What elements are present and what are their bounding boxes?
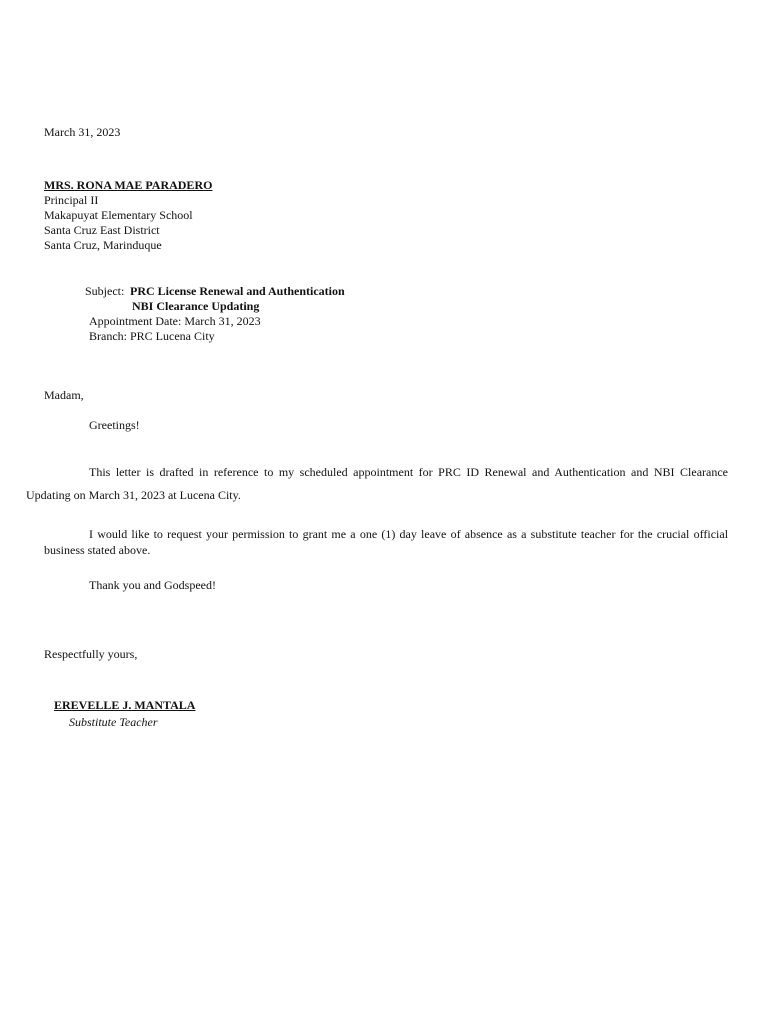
letter-date: March 31, 2023 xyxy=(44,125,121,139)
body-1-line-2: Updating on March 31, 2023 at Lucena City. xyxy=(26,488,241,502)
body-1-line-1: This letter is drafted in reference to my scheduled appointment for PRC ID Renewal and Authentication and NBI Clearance xyxy=(89,465,728,479)
subject-line-1: PRC License Renewal and Authentication xyxy=(130,284,345,298)
body-2-line-2: business stated above. xyxy=(44,543,151,557)
subject-label: Subject: xyxy=(85,284,125,298)
recipient-address: Santa Cruz, Marinduque xyxy=(44,238,162,252)
recipient-district: Santa Cruz East District xyxy=(44,223,160,237)
closing: Respectfully yours, xyxy=(44,647,138,661)
subject-line-2: NBI Clearance Updating xyxy=(132,299,260,313)
recipient-school: Makapuyat Elementary School xyxy=(44,208,193,222)
salutation: Madam, xyxy=(44,388,84,402)
branch: Branch: PRC Lucena City xyxy=(89,329,215,343)
appointment-date: Appointment Date: March 31, 2023 xyxy=(89,314,261,328)
greeting: Greetings! xyxy=(89,418,140,432)
recipient-name: MRS. RONA MAE PARADERO xyxy=(44,178,213,192)
sender-title: Substitute Teacher xyxy=(69,715,158,729)
sender-name: EREVELLE J. MANTALA xyxy=(54,698,196,712)
thanks-line: Thank you and Godspeed! xyxy=(89,578,216,592)
recipient-position: Principal II xyxy=(44,193,99,207)
body-2-line-1: I would like to request your permission to grant me a one (1) day leave of absence as a substitute teacher for the crucial official xyxy=(89,527,729,541)
